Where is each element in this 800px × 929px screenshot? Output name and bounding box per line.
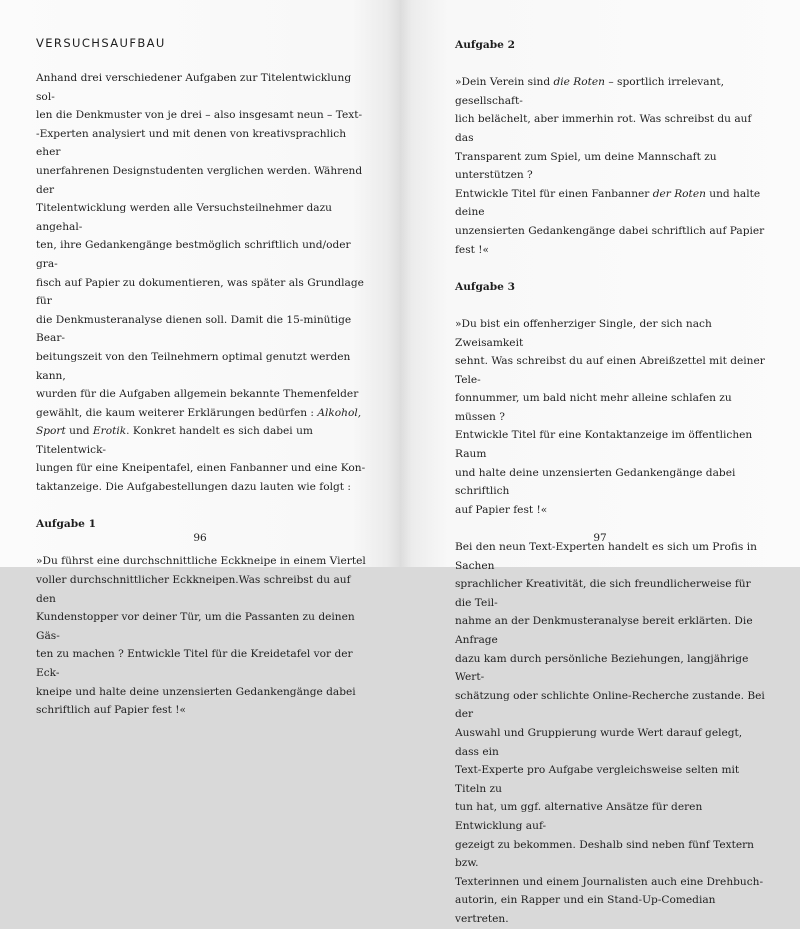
right-page bbox=[400, 0, 800, 925]
text-line: auf Papier fest !« bbox=[455, 503, 548, 516]
text-line: nahme an der Denkmusteranalyse bereit erklärten. Die Anfrage bbox=[455, 615, 753, 646]
text-line: Sport und Erotik. Konkret handelt es sich dabei um Titelentwick- bbox=[36, 425, 313, 456]
text-line: dazu kam durch persönliche Beziehungen, langjährige Wert- bbox=[455, 652, 749, 684]
section-heading: VERSUCHSAUFBAU bbox=[36, 36, 166, 50]
text-line: »Du bist ein offenherziger Single, der sich nach Zweisamkeit bbox=[455, 317, 712, 349]
text-line: schriftlich auf Papier fest !« bbox=[36, 704, 186, 717]
text-line: gezeigt zu bekommen. Deshalb sind neben fünf Textern bzw. bbox=[455, 838, 754, 870]
text-line: Entwickle Titel für eine Kontaktanzeige im öffentlichen Raum bbox=[455, 429, 753, 461]
text-line: Anhand drei verschiedener Aufgaben zur Titelentwicklung sol- bbox=[36, 72, 352, 103]
task2-paragraph bbox=[455, 73, 769, 259]
text-line: Transparent zum Spiel, um deine Mannschaft zu unterstützen ? bbox=[455, 150, 717, 182]
task3-paragraph bbox=[455, 315, 769, 520]
text-line: wurden für die Aufgaben allgemein bekannte Themenfelder bbox=[36, 388, 359, 401]
page-number-left: 96 bbox=[193, 532, 207, 545]
text-line: sprachlicher Kreativität, die sich freundlicherweise für die Teil- bbox=[455, 578, 751, 609]
text-line: lich belächelt, aber immerhin rot. Was schreibst du auf das bbox=[455, 113, 752, 144]
text-line: lungen für eine Kneipentafel, einen Fanbanner und eine Kon- bbox=[36, 462, 366, 475]
left-page bbox=[0, 0, 400, 717]
text-line: beitungszeit von den Teilnehmern optimal genutzt werden kann, bbox=[36, 350, 351, 382]
text-line: unzensierten Gedankengänge dabei schriftlich auf Papier fest !« bbox=[455, 224, 765, 256]
text-line: len die Denkmuster von je drei – also insgesamt neun – Text- bbox=[36, 109, 363, 122]
text-line: ten zu machen ? Entwickle Titel für die Kreidetafel vor der Eck- bbox=[36, 648, 353, 679]
closing-paragraph bbox=[455, 538, 769, 928]
text-line: Texterinnen und einem Journalisten auch eine Drehbuch- bbox=[455, 875, 764, 888]
text-line: Titelentwicklung werden alle Versuchsteilnehmer dazu angehal- bbox=[36, 202, 333, 233]
page-number-right: 97 bbox=[593, 532, 607, 545]
text-line: fisch auf Papier zu dokumentieren, was später als Grundlage für bbox=[36, 276, 364, 308]
text-line: autorin, ein Rapper und ein Stand-Up-Comedian vertreten. bbox=[455, 894, 716, 925]
text-line: Kundenstopper vor deiner Tür, um die Passanten zu deinen Gäs- bbox=[36, 611, 355, 642]
task1-paragraph bbox=[36, 552, 366, 719]
text-line: kneipe und halte deine unzensierten Gedankengänge dabei bbox=[36, 685, 356, 698]
text-line: ten, ihre Gedankengänge bestmöglich schriftlich und/oder gra- bbox=[36, 239, 351, 270]
text-line: schätzung oder schlichte Online-Recherche zustande. Bei der bbox=[455, 689, 765, 721]
text-line: sehnt. Was schreibst du auf einen Abreißzettel mit deiner Tele- bbox=[455, 355, 765, 386]
text-line: Bei den neun Text-Experten handelt es sich um Profis in Sachen bbox=[455, 541, 757, 572]
text-line: Text-Experte pro Aufgabe vergleichsweise selten mit Titeln zu bbox=[455, 764, 740, 795]
text-line: Auswahl und Gruppierung wurde Wert darauf gelegt, dass ein bbox=[455, 726, 743, 758]
text-line: taktanzeige. Die Aufgabestellungen dazu lauten wie folgt : bbox=[36, 481, 351, 494]
text-line: Entwickle Titel für einen Fanbanner der Roten und halte deine bbox=[455, 187, 761, 219]
task1-title: Aufgabe 1 bbox=[36, 518, 96, 531]
text-line: voller durchschnittlicher Eckkneipen.Was schreibst du auf den bbox=[36, 574, 351, 605]
text-line: und halte deine unzensierten Gedankengänge dabei schriftlich bbox=[455, 466, 736, 498]
task2-title: Aufgabe 2 bbox=[455, 39, 515, 51]
intro-paragraph bbox=[36, 69, 366, 497]
text-line: die Denkmusteranalyse dienen soll. Damit die 15-minütige Bear- bbox=[36, 313, 352, 345]
text-line: »Du führst eine durchschnittliche Eckkneipe in einem Viertel bbox=[36, 555, 366, 568]
text-line: -Experten analysiert und mit denen von kreativsprachlich eher bbox=[36, 127, 347, 159]
text-line: gewählt, die kaum weiterer Erklärungen bedürfen : Alkohol, bbox=[36, 406, 362, 419]
text-line: tun hat, um ggf. alternative Ansätze für deren Entwicklung auf- bbox=[455, 801, 703, 832]
text-line: »Dein Verein sind die Roten – sportlich irrelevant, gesellschaft- bbox=[455, 76, 725, 107]
text-line: fonnummer, um bald nicht mehr alleine schlafen zu müssen ? bbox=[455, 392, 732, 423]
task3-title: Aufgabe 3 bbox=[455, 280, 515, 293]
text-line: unerfahrenen Designstudenten verglichen werden. Während der bbox=[36, 164, 363, 196]
